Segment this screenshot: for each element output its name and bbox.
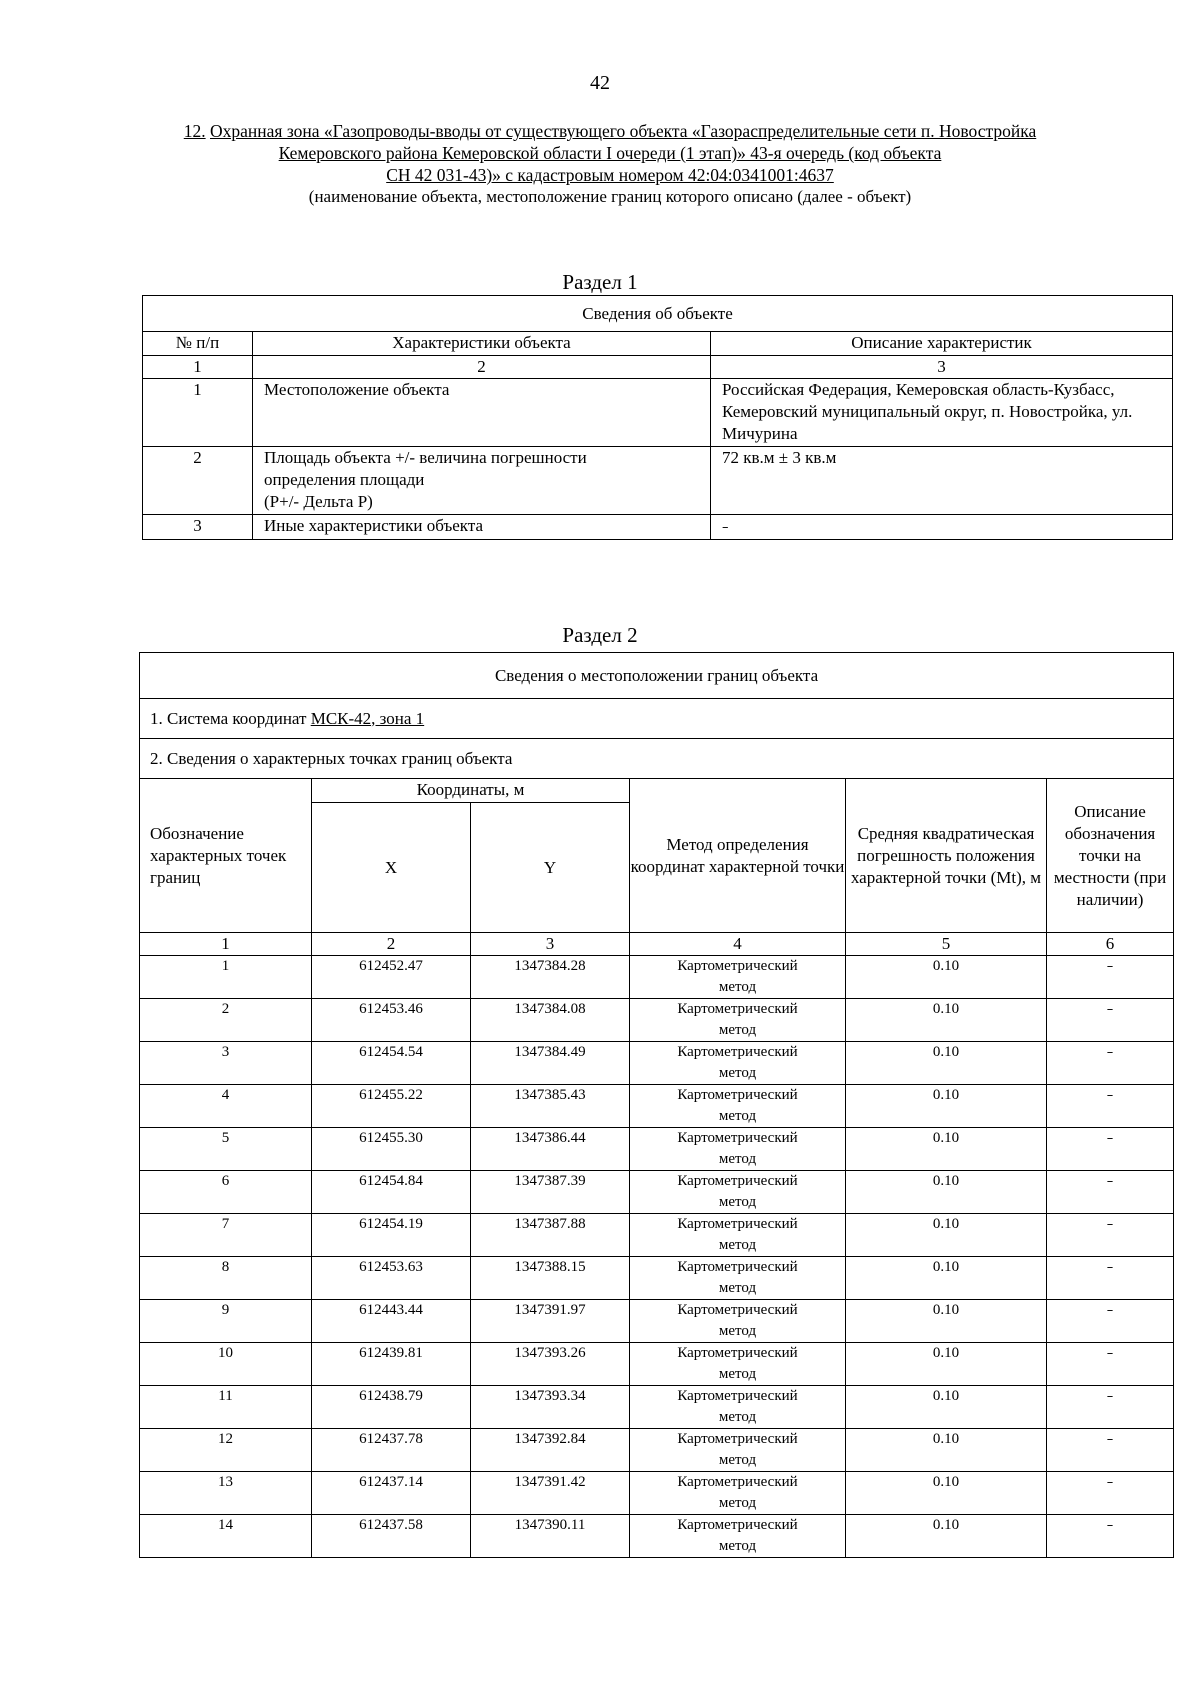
- dash: –: [1106, 959, 1114, 974]
- method-line: метод: [718, 1280, 757, 1296]
- point-description: [1047, 1429, 1174, 1472]
- point-error: 0.10: [846, 1472, 1047, 1515]
- column-header: Описание характеристик: [711, 332, 1173, 356]
- designation-header: Обозначение характерных точек границ: [140, 779, 312, 933]
- table-row: [140, 1343, 1174, 1386]
- row-name-line: (P+/- Дельта P): [264, 492, 373, 511]
- point-method: [630, 1214, 846, 1257]
- point-description: [1047, 1515, 1174, 1558]
- coordinates-header: Координаты, м: [312, 779, 630, 803]
- point-x: 612454.19: [312, 1214, 471, 1257]
- dash: –: [1106, 1518, 1114, 1533]
- table-row: [140, 1042, 1174, 1085]
- table-row: [140, 1128, 1174, 1171]
- point-error: 0.10: [846, 1042, 1047, 1085]
- method-line: Картометрический: [677, 1259, 798, 1275]
- point-error: 0.10: [846, 1128, 1047, 1171]
- method-header: Метод определения координат характерной точки: [630, 779, 846, 933]
- header-line-1: [150, 120, 1070, 142]
- method-line: метод: [718, 1409, 757, 1425]
- point-method: [630, 1472, 846, 1515]
- method-line: Картометрический: [677, 958, 798, 974]
- point-method: [630, 956, 846, 999]
- method-line: метод: [718, 979, 757, 995]
- method-line: метод: [718, 1538, 757, 1554]
- point-number: 12: [140, 1429, 312, 1472]
- point-method: [630, 1343, 846, 1386]
- method-line: метод: [718, 1366, 757, 1382]
- point-x: 612453.46: [312, 999, 471, 1042]
- point-description: [1047, 1128, 1174, 1171]
- table-row: [140, 1429, 1174, 1472]
- point-method: [630, 1300, 846, 1343]
- method-line: метод: [718, 1495, 757, 1511]
- description-header: Описание обозначения точки на местности (при наличии): [1047, 779, 1174, 933]
- column-number: 1: [140, 933, 312, 956]
- dash: –: [1106, 1002, 1114, 1017]
- point-x: 612443.44: [312, 1300, 471, 1343]
- point-method: [630, 1085, 846, 1128]
- point-x: 612437.58: [312, 1515, 471, 1558]
- table-row: [140, 1386, 1174, 1429]
- method-line: Картометрический: [677, 1345, 798, 1361]
- point-x: 612454.54: [312, 1042, 471, 1085]
- point-number: 4: [140, 1085, 312, 1128]
- point-error: 0.10: [846, 1171, 1047, 1214]
- method-line: Картометрический: [677, 1044, 798, 1060]
- x-header: X: [312, 803, 471, 933]
- point-number: 8: [140, 1257, 312, 1300]
- point-error: 0.10: [846, 956, 1047, 999]
- point-method: [630, 1128, 846, 1171]
- header-text-1: Охранная зона «Газопроводы-вводы от существующего объекта «Газораспределительные сети п. Новостройка: [210, 121, 1037, 141]
- point-description: [1047, 1085, 1174, 1128]
- point-description: [1047, 956, 1174, 999]
- point-error: 0.10: [846, 1257, 1047, 1300]
- method-line: Картометрический: [677, 1388, 798, 1404]
- item-number: 12.: [183, 121, 206, 141]
- column-number: 3: [471, 933, 630, 956]
- point-method: [630, 1386, 846, 1429]
- table-row: [140, 1472, 1174, 1515]
- point-description: [1047, 1214, 1174, 1257]
- row-number: 1: [143, 379, 253, 447]
- point-error: 0.10: [846, 1300, 1047, 1343]
- point-number: 7: [140, 1214, 312, 1257]
- point-error: 0.10: [846, 1386, 1047, 1429]
- point-y: 1347392.84: [471, 1429, 630, 1472]
- method-line: Картометрический: [677, 1001, 798, 1017]
- column-number: 3: [711, 356, 1173, 379]
- method-line: метод: [718, 1194, 757, 1210]
- dash: –: [1106, 1475, 1114, 1490]
- point-description: [1047, 1472, 1174, 1515]
- table-row: [140, 1300, 1174, 1343]
- point-number: 1: [140, 956, 312, 999]
- point-y: 1347393.34: [471, 1386, 630, 1429]
- method-line: Картометрический: [677, 1130, 798, 1146]
- point-y: 1347393.26: [471, 1343, 630, 1386]
- point-x: 612453.63: [312, 1257, 471, 1300]
- point-x: 612455.22: [312, 1085, 471, 1128]
- row-name: [253, 447, 711, 515]
- header-caption: (наименование объекта, местоположение границ которого описано (далее - объект): [308, 187, 912, 206]
- method-line: метод: [718, 1065, 757, 1081]
- point-error: 0.10: [846, 1085, 1047, 1128]
- point-method: [630, 1171, 846, 1214]
- dash: –: [722, 520, 729, 535]
- point-x: 612437.14: [312, 1472, 471, 1515]
- point-method: [630, 1042, 846, 1085]
- method-line: Картометрический: [677, 1216, 798, 1232]
- point-y: 1347387.39: [471, 1171, 630, 1214]
- object-info-table: [142, 295, 1173, 540]
- point-y: 1347387.88: [471, 1214, 630, 1257]
- row-name-line: определения площади: [264, 470, 425, 489]
- column-number: 5: [846, 933, 1047, 956]
- point-number: 13: [140, 1472, 312, 1515]
- dash: –: [1106, 1346, 1114, 1361]
- column-header: № п/п: [143, 332, 253, 356]
- point-number: 2: [140, 999, 312, 1042]
- method-line: Картометрический: [677, 1431, 798, 1447]
- point-description: [1047, 1171, 1174, 1214]
- point-method: [630, 1429, 846, 1472]
- table-row: [140, 1214, 1174, 1257]
- point-description: [1047, 1343, 1174, 1386]
- point-description: [1047, 1257, 1174, 1300]
- point-number: 11: [140, 1386, 312, 1429]
- boundary-points-table: [139, 652, 1174, 1558]
- row-value: [711, 515, 1173, 540]
- header-text-3: СН 42 031-43)» с кадастровым номером 42:04:0341001:4637: [386, 165, 834, 185]
- point-number: 10: [140, 1343, 312, 1386]
- point-description: [1047, 1386, 1174, 1429]
- point-y: 1347386.44: [471, 1128, 630, 1171]
- point-number: 5: [140, 1128, 312, 1171]
- section-2-title: Раздел 2: [562, 623, 638, 647]
- dash: –: [1106, 1174, 1114, 1189]
- column-number: 2: [253, 356, 711, 379]
- point-y: 1347385.43: [471, 1085, 630, 1128]
- dash: –: [1106, 1088, 1114, 1103]
- table-row: [140, 999, 1174, 1042]
- point-error: 0.10: [846, 1515, 1047, 1558]
- table-title: Сведения о местоположении границ объекта: [140, 653, 1174, 699]
- point-error: 0.10: [846, 1343, 1047, 1386]
- point-y: 1347384.49: [471, 1042, 630, 1085]
- method-line: метод: [718, 1022, 757, 1038]
- dash: –: [1106, 1217, 1114, 1232]
- row-number: 2: [143, 447, 253, 515]
- table-title: Сведения об объекте: [143, 296, 1173, 332]
- point-method: [630, 1515, 846, 1558]
- column-number: 2: [312, 933, 471, 956]
- error-header: Средняя квадратическая погрешность положения характерной точки (Mt), м: [846, 779, 1047, 933]
- document-header: [150, 120, 1070, 208]
- table-row: [143, 379, 1173, 447]
- y-header: Y: [471, 803, 630, 933]
- row-number: 3: [143, 515, 253, 540]
- section-1-title: Раздел 1: [562, 270, 638, 294]
- point-number: 9: [140, 1300, 312, 1343]
- point-x: 612452.47: [312, 956, 471, 999]
- point-y: 1347391.42: [471, 1472, 630, 1515]
- coord-system: [140, 699, 1174, 739]
- point-method: [630, 999, 846, 1042]
- header-text-2: Кемеровского района Кемеровской области I очереди (1 этап)» 43-я очередь (код объекта: [278, 143, 942, 163]
- column-header: Характеристики объекта: [253, 332, 711, 356]
- dash: –: [1106, 1131, 1114, 1146]
- point-x: 612454.84: [312, 1171, 471, 1214]
- header-line-2: [150, 142, 1070, 164]
- point-y: 1347390.11: [471, 1515, 630, 1558]
- point-x: 612437.78: [312, 1429, 471, 1472]
- header-line-3: [150, 164, 1070, 186]
- point-method: [630, 1257, 846, 1300]
- dash: –: [1106, 1260, 1114, 1275]
- point-number: 3: [140, 1042, 312, 1085]
- table-row: [140, 1515, 1174, 1558]
- row-value: Российская Федерация, Кемеровская область-Кузбасс, Кемеровский муниципальный округ, п. Новостройка, ул. Мичурина: [711, 379, 1173, 447]
- point-description: [1047, 1042, 1174, 1085]
- point-error: 0.10: [846, 999, 1047, 1042]
- table-row: [143, 515, 1173, 540]
- dash: –: [1106, 1389, 1114, 1404]
- point-y: 1347384.28: [471, 956, 630, 999]
- method-line: Картометрический: [677, 1302, 798, 1318]
- points-title: 2. Сведения о характерных точках границ объекта: [140, 739, 1174, 779]
- dash: –: [1106, 1045, 1114, 1060]
- method-line: метод: [718, 1452, 757, 1468]
- coord-system-label: 1. Система координат: [150, 708, 311, 728]
- dash: –: [1106, 1432, 1114, 1447]
- coord-system-value: МСК-42, зона 1: [310, 708, 425, 728]
- method-line: метод: [718, 1237, 757, 1253]
- method-line: Картометрический: [677, 1173, 798, 1189]
- point-error: 0.10: [846, 1429, 1047, 1472]
- table-row: [140, 1257, 1174, 1300]
- table-row: [140, 1171, 1174, 1214]
- point-y: 1347391.97: [471, 1300, 630, 1343]
- table-row: [140, 1085, 1174, 1128]
- point-y: 1347384.08: [471, 999, 630, 1042]
- table-row: [140, 956, 1174, 999]
- method-line: Картометрический: [677, 1087, 798, 1103]
- table-row: [143, 447, 1173, 515]
- point-x: 612455.30: [312, 1128, 471, 1171]
- point-description: [1047, 999, 1174, 1042]
- point-number: 14: [140, 1515, 312, 1558]
- dash: –: [1106, 1303, 1114, 1318]
- point-description: [1047, 1300, 1174, 1343]
- point-error: 0.10: [846, 1214, 1047, 1257]
- point-number: 6: [140, 1171, 312, 1214]
- point-x: 612439.81: [312, 1343, 471, 1386]
- method-line: метод: [718, 1108, 757, 1124]
- page-number: 42: [590, 72, 610, 94]
- column-number: 6: [1047, 933, 1174, 956]
- point-y: 1347388.15: [471, 1257, 630, 1300]
- row-name: Иные характеристики объекта: [253, 515, 711, 540]
- row-name: Местоположение объекта: [253, 379, 711, 447]
- point-x: 612438.79: [312, 1386, 471, 1429]
- method-line: Картометрический: [677, 1474, 798, 1490]
- row-value: 72 кв.м ± 3 кв.м: [711, 447, 1173, 515]
- method-line: метод: [718, 1323, 757, 1339]
- method-line: метод: [718, 1151, 757, 1167]
- method-line: Картометрический: [677, 1517, 798, 1533]
- column-number: 4: [630, 933, 846, 956]
- row-name-line: Площадь объекта +/- величина погрешности: [264, 448, 587, 467]
- column-number: 1: [143, 356, 253, 379]
